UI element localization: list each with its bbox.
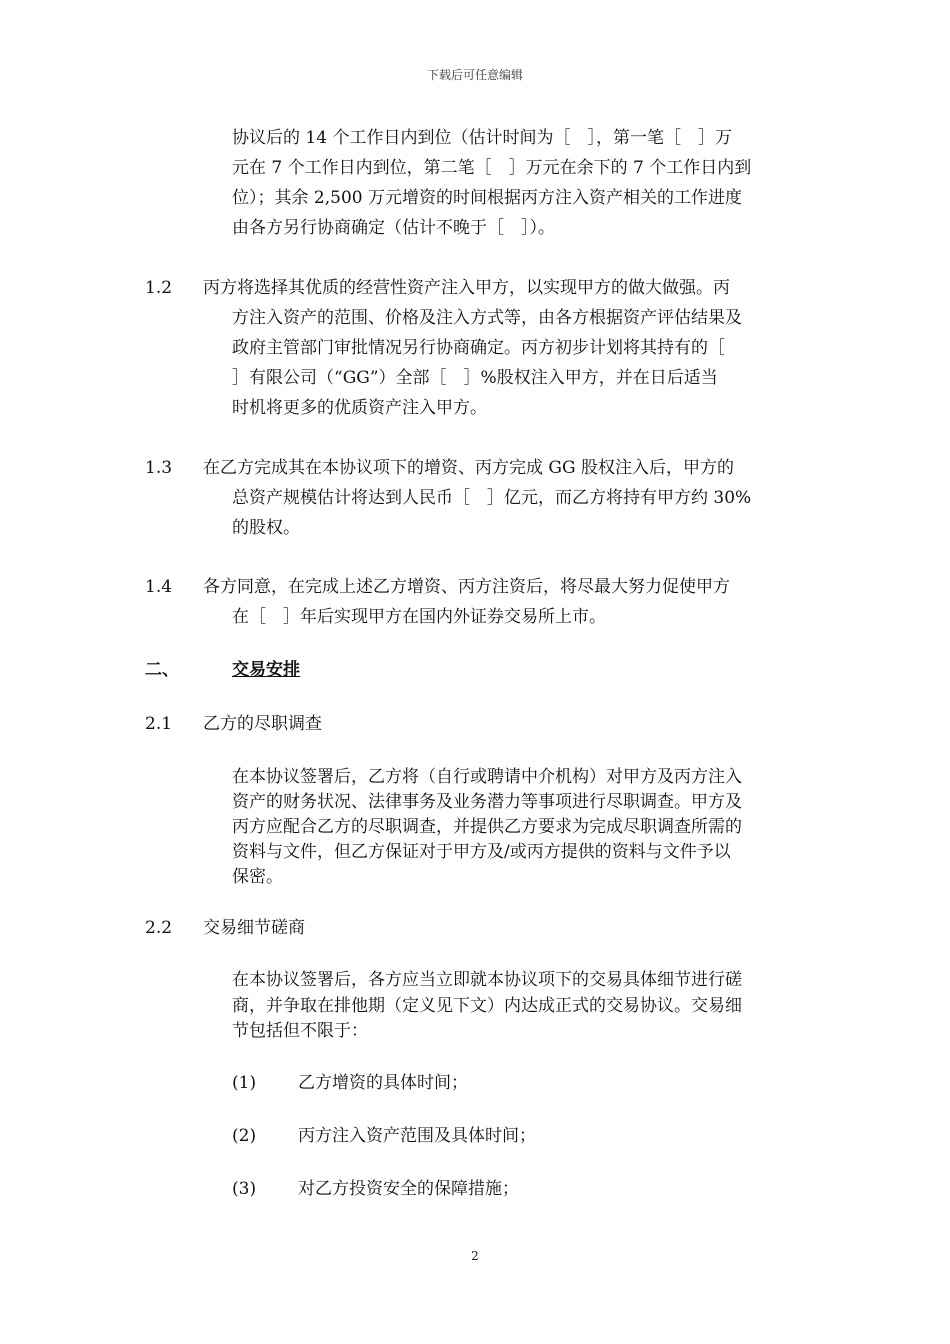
clause-line: 在乙方完成其在本协议项下的增资、丙方完成 GG 股权注入后，甲方的 bbox=[203, 458, 734, 478]
clause-title: 交易细节磋商 bbox=[203, 918, 305, 938]
clause-number: 2.2 bbox=[145, 918, 173, 938]
clause-line: ］有限公司（“GG”）全部［ ］%股权注入甲方，并在日后适当 bbox=[232, 368, 718, 388]
list-item-number: (2) bbox=[232, 1126, 257, 1146]
section-title: 交易安排 bbox=[232, 660, 300, 680]
clause-line: 各方同意，在完成上述乙方增资、丙方注资后，将尽最大努力促使甲方 bbox=[203, 577, 730, 597]
list-item: 对乙方投资安全的保障措施； bbox=[298, 1179, 519, 1199]
paragraph-line: 协议后的 14 个工作日内到位（估计时间为［ ］，第一笔［ ］万 bbox=[232, 128, 732, 148]
paragraph-line: 由各方另行协商确定（估计不晚于［ ］）。 bbox=[232, 218, 555, 238]
page-number: 2 bbox=[471, 1249, 479, 1263]
list-item-number: (3) bbox=[232, 1179, 257, 1199]
paragraph-line: 元在 7 个工作日内到位，第二笔［ ］万元在余下的 7 个工作日内到 bbox=[232, 158, 752, 178]
clause-number: 1.3 bbox=[145, 458, 173, 478]
clause-line: 节包括但不限于： bbox=[232, 1021, 368, 1041]
section-number: 二、 bbox=[145, 660, 179, 680]
clause-number: 2.1 bbox=[145, 714, 173, 734]
clause-line: 资产的财务状况、法律事务及业务潜力等事项进行尽职调查。甲方及 bbox=[232, 792, 742, 812]
clause-line: 方注入资产的范围、价格及注入方式等，由各方根据资产评估结果及 bbox=[232, 308, 742, 328]
list-item-number: (1) bbox=[232, 1073, 257, 1093]
clause-line: 丙方将选择其优质的经营性资产注入甲方，以实现甲方的做大做强。丙 bbox=[203, 278, 730, 298]
clause-line: 保密。 bbox=[232, 867, 283, 887]
clause-number: 1.4 bbox=[145, 577, 173, 597]
clause-line: 资料与文件，但乙方保证对于甲方及/或丙方提供的资料与文件予以 bbox=[232, 842, 731, 862]
list-item: 乙方增资的具体时间； bbox=[298, 1073, 468, 1093]
paragraph-line: 位）；其余 2,500 万元增资的时间根据丙方注入资产相关的工作进度 bbox=[232, 188, 742, 208]
clause-line: 总资产规模估计将达到人民币［ ］亿元，而乙方将持有甲方约 30% bbox=[232, 488, 752, 508]
clause-line: 的股权。 bbox=[232, 518, 300, 538]
clause-title: 乙方的尽职调查 bbox=[203, 714, 322, 734]
clause-line: 在本协议签署后，各方应当立即就本协议项下的交易具体细节进行磋 bbox=[232, 970, 742, 990]
clause-line: 在［ ］年后实现甲方在国内外证券交易所上市。 bbox=[232, 607, 606, 627]
clause-line: 时机将更多的优质资产注入甲方。 bbox=[232, 398, 487, 418]
list-item: 丙方注入资产范围及具体时间； bbox=[298, 1126, 536, 1146]
clause-line: 政府主管部门审批情况另行协商确定。丙方初步计划将其持有的［ bbox=[232, 338, 725, 358]
clause-line: 在本协议签署后，乙方将（自行或聘请中介机构）对甲方及丙方注入 bbox=[232, 767, 742, 787]
page-header: 下载后可任意编辑 bbox=[426, 68, 523, 82]
clause-line: 商，并争取在排他期（定义见下文）内达成正式的交易协议。交易细 bbox=[232, 996, 742, 1016]
clause-line: 丙方应配合乙方的尽职调查，并提供乙方要求为完成尽职调查所需的 bbox=[232, 817, 742, 837]
clause-number: 1.2 bbox=[145, 278, 173, 298]
